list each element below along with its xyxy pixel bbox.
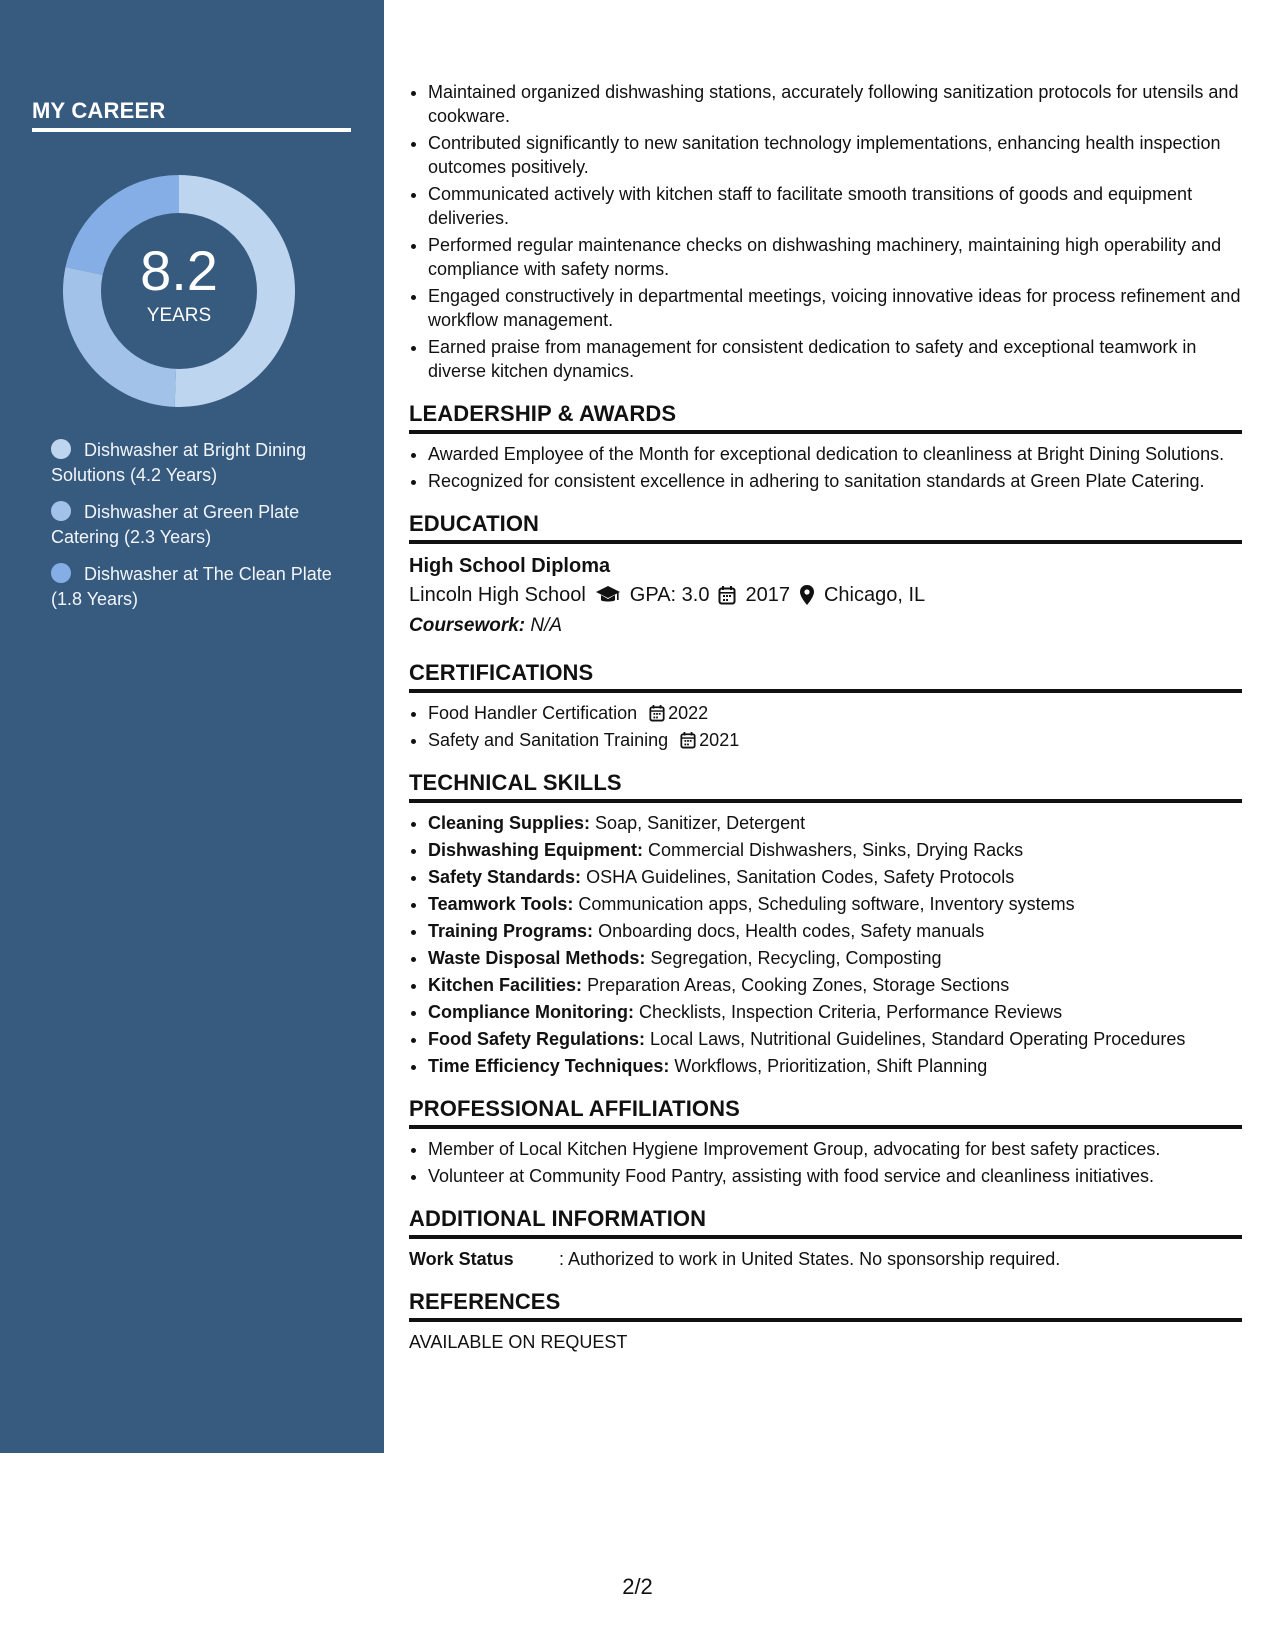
- career-legend: [51, 438, 341, 624]
- work-status-label: Work Status: [409, 1249, 514, 1269]
- skill-item: [428, 811, 1242, 835]
- skill-value: Soap, Sanitizer, Detergent: [595, 813, 806, 833]
- skill-item: [428, 865, 1242, 889]
- experience-bullet: • Communicated actively with kitchen staff to facilitate smooth transitions of goods and equipment deliveries.: [428, 182, 1242, 230]
- certification-name: Food Handler Certification: [428, 703, 638, 723]
- skill-item: [428, 1027, 1242, 1051]
- skill-item: [428, 1000, 1242, 1024]
- work-status-value: : Authorized to work in United States. No sponsorship required.: [559, 1249, 1061, 1269]
- section-heading: CERTIFICATIONS: [409, 660, 1242, 693]
- skill-label: Training Programs:: [428, 921, 594, 941]
- graduation-cap-icon: [595, 585, 621, 605]
- skill-value: Preparation Areas, Cooking Zones, Storage Sections: [587, 975, 1010, 995]
- skill-label: Safety Standards:: [428, 867, 582, 887]
- certifications-list: [409, 701, 1242, 752]
- skill-value: Commercial Dishwashers, Sinks, Drying Racks: [648, 840, 1024, 860]
- legend-dot: [51, 501, 71, 521]
- school-name: Lincoln High School: [409, 584, 586, 606]
- sidebar-title: MY CAREER: [32, 98, 351, 132]
- additional-info-section: [409, 1206, 1242, 1271]
- calendar-icon: [649, 704, 665, 722]
- coursework-value: N/A: [530, 615, 563, 636]
- section-heading: LEADERSHIP & AWARDS: [409, 401, 1242, 434]
- legend-label: Dishwasher at The Clean Plate (1.8 Years): [51, 564, 332, 609]
- education-entry: [409, 552, 1242, 642]
- skill-value: Communication apps, Scheduling software, Inventory systems: [578, 894, 1075, 914]
- experience-bullet: • Maintained organized dishwashing stations, accurately following sanitization protocols for utensils and cookware.: [428, 80, 1242, 128]
- experience-bullet: • Performed regular maintenance checks on dishwashing machinery, maintaining high operability and compliance with safety norms.: [428, 233, 1242, 281]
- legend-dot: [51, 439, 71, 459]
- skill-label: Food Safety Regulations:: [428, 1029, 646, 1049]
- legend-dot: [51, 563, 71, 583]
- section-heading: PROFESSIONAL AFFILIATIONS: [409, 1096, 1242, 1129]
- skill-value: Onboarding docs, Health codes, Safety manuals: [598, 921, 985, 941]
- calendar-icon: [718, 585, 736, 605]
- skill-item: [428, 892, 1242, 916]
- skill-value: OSHA Guidelines, Sanitation Codes, Safety Protocols: [586, 867, 1015, 887]
- experience-bullet: • Earned praise from management for consistent dedication to safety and exceptional teamwork in diverse kitchen dynamics.: [428, 335, 1242, 383]
- certification-year: 2021: [699, 730, 740, 750]
- skill-item: [428, 1054, 1242, 1078]
- references-text: AVAILABLE ON REQUEST: [409, 1332, 628, 1352]
- legend-label: Dishwasher at Bright Dining Solutions (4.2 Years): [51, 440, 307, 485]
- skill-item: [428, 838, 1242, 862]
- affiliations-section: [409, 1096, 1242, 1188]
- list-item: • Recognized for consistent excellence in adhering to sanitation standards at Green Plate Catering.: [428, 469, 1242, 493]
- technical-skills-section: [409, 770, 1242, 1078]
- gpa-value: GPA: 3.0: [629, 584, 710, 606]
- skill-item: [428, 946, 1242, 970]
- coursework-label: Coursework:: [409, 615, 526, 636]
- location-pin-icon: [799, 584, 815, 606]
- graduation-year: 2017: [745, 584, 790, 606]
- skill-label: Compliance Monitoring:: [428, 1002, 634, 1022]
- skills-list: [409, 811, 1242, 1078]
- legend-label: Dishwasher at Green Plate Catering (2.3 Years): [51, 502, 300, 547]
- list-item: • Member of Local Kitchen Hygiene Improvement Group, advocating for best safety practices.: [428, 1137, 1242, 1161]
- skill-item: [428, 919, 1242, 943]
- skill-value: Local Laws, Nutritional Guidelines, Standard Operating Procedures: [650, 1029, 1186, 1049]
- section-heading: REFERENCES: [409, 1289, 1242, 1322]
- leadership-section: [409, 401, 1242, 493]
- experience-bullet: • Engaged constructively in departmental meetings, voicing innovative ideas for process refinement and workflow management.: [428, 284, 1242, 332]
- experience-bullets: [409, 80, 1242, 383]
- certification-item: [428, 728, 1242, 752]
- skill-label: Cleaning Supplies:: [428, 813, 591, 833]
- page-number: 2/2: [622, 1574, 653, 1599]
- calendar-icon: [680, 731, 696, 749]
- career-sidebar: [0, 0, 384, 1453]
- degree-title: High School Diploma: [409, 555, 611, 577]
- section-heading: TECHNICAL SKILLS: [409, 770, 1242, 803]
- skill-label: Kitchen Facilities:: [428, 975, 583, 995]
- skill-value: Segregation, Recycling, Composting: [650, 948, 942, 968]
- school-location: Chicago, IL: [823, 584, 926, 606]
- career-legend-item: [51, 562, 341, 612]
- references-section: [409, 1289, 1242, 1354]
- education-details: [409, 580, 1242, 610]
- career-legend-item: [51, 438, 341, 488]
- certifications-section: [409, 660, 1242, 752]
- affiliations-list: [409, 1137, 1242, 1188]
- certification-item: [428, 701, 1242, 725]
- skill-label: Teamwork Tools:: [428, 894, 574, 914]
- skill-value: Workflows, Prioritization, Shift Planning: [674, 1056, 988, 1076]
- total-years-unit: YEARS: [146, 305, 212, 326]
- section-heading: ADDITIONAL INFORMATION: [409, 1206, 1242, 1239]
- education-section: [409, 511, 1242, 642]
- certification-year: 2022: [668, 703, 709, 723]
- certification-name: Safety and Sanitation Training: [428, 730, 669, 750]
- list-item: • Volunteer at Community Food Pantry, assisting with food service and cleanliness initiatives.: [428, 1164, 1242, 1188]
- skill-label: Dishwashing Equipment:: [428, 840, 644, 860]
- skill-item: [428, 973, 1242, 997]
- resume-main-column: [409, 80, 1242, 1354]
- career-legend-item: [51, 500, 341, 550]
- section-heading: EDUCATION: [409, 511, 1242, 544]
- career-donut-chart: [63, 175, 295, 407]
- list-item: • Awarded Employee of the Month for exceptional dedication to cleanliness at Bright Dining Solutions.: [428, 442, 1242, 466]
- total-years-value: 8.2: [140, 239, 218, 302]
- skill-label: Time Efficiency Techniques:: [428, 1056, 670, 1076]
- skill-value: Checklists, Inspection Criteria, Performance Reviews: [639, 1002, 1063, 1022]
- work-status-row: [409, 1247, 1242, 1271]
- skill-label: Waste Disposal Methods:: [428, 948, 646, 968]
- leadership-list: [409, 442, 1242, 493]
- experience-bullet: • Contributed significantly to new sanitation technology implementations, enhancing health inspection outcomes positively.: [428, 131, 1242, 179]
- coursework: [409, 610, 1242, 642]
